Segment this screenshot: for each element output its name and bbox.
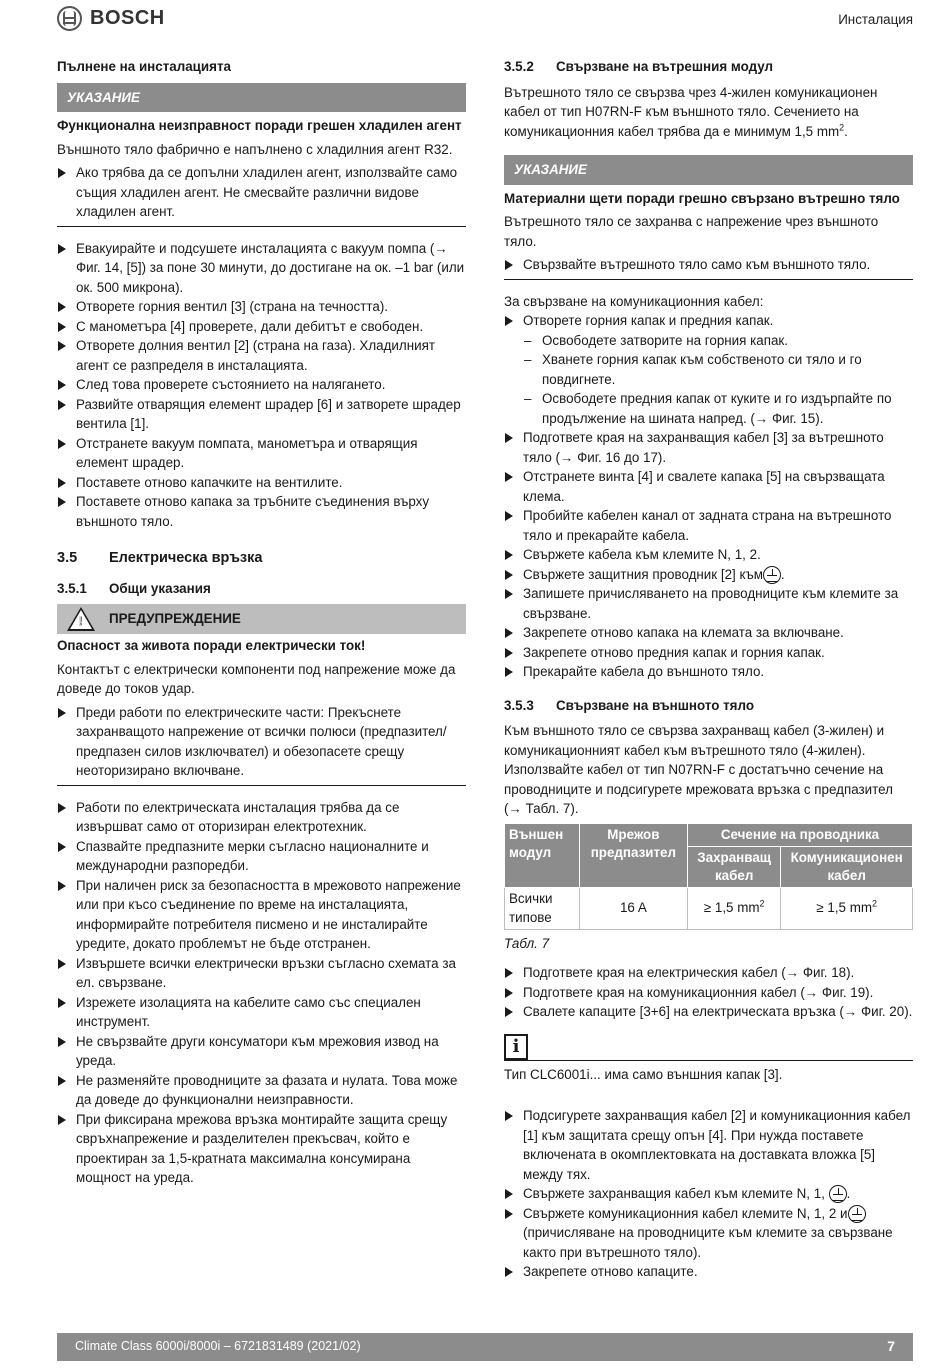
warning-body (57, 660, 466, 786)
cell-comm (781, 887, 913, 929)
footer-doc-title: Climate Class 6000i/8000i – 6721831489 (2021/02) (75, 1339, 361, 1354)
list-item: – Освободете предния капак от куките и го издърпайте по продължение на шината напред. (→ Фиг. 15). (504, 389, 913, 428)
warning-label: ПРЕДУПРЕЖДЕНИЕ (109, 611, 241, 627)
period: . (844, 123, 848, 139)
list-item: Изрежете изолацията на кабелите само със специален инструмент. (57, 993, 466, 1032)
earth-ground-icon (763, 566, 781, 584)
superscript: 2 (759, 898, 765, 909)
list-item: Отворете горния вентил [3] (страна на течността). (57, 297, 466, 317)
section-title: Инсталация (838, 12, 913, 27)
list-item: С манометъра [4] проверете, дали дебитът е свободен. (57, 317, 466, 337)
list-item: Работи по електрическата инсталация трябва да се извършват само от оторизиран електротехник. (57, 798, 466, 837)
page-footer (57, 1333, 913, 1361)
final-steps-list (504, 1106, 913, 1282)
section-heading-3-5 (57, 549, 466, 569)
warning-triangle-icon: ! ! (67, 607, 95, 631)
earth-ground-icon (848, 1205, 866, 1223)
list-item: След това проверете състоянието на налягането. (57, 375, 466, 395)
comm-steps-list-2 (504, 584, 913, 682)
list-item: Не разменяйте проводниците за фазата и нулата. Това може да доведе до функционални неизправности. (57, 1071, 466, 1110)
right-column (504, 57, 913, 1282)
notice-bar: УКАЗАНИЕ (57, 83, 466, 113)
list-item: – Освободете затворите на горния капак. (504, 331, 913, 351)
section-heading-text: Свързване на вътрешния модул (556, 59, 774, 74)
notice-item: Ако трябва да се допълни хладилен агент, използвайте само същия хладилен агент. Не смесвайте различни видове хладилен агент. (57, 163, 466, 222)
section-number: 3.5.3 (504, 697, 534, 713)
step-text: Свържете захранващия кабел към клемите N, 1, (523, 1186, 825, 1201)
list-item: Не свързвайте други консуматори към мрежовия извод на уреда. (57, 1032, 466, 1071)
list-item: Прекарайте кабела до външното тяло. (504, 662, 913, 682)
section-number: 3.5 (57, 550, 78, 566)
filling-steps-list (57, 239, 466, 532)
pe-text: Свържете защитния проводник [2] към (523, 566, 763, 582)
col-fuse: Мрежов предпазител (579, 823, 687, 887)
warning-text: Контактът с електрически компоненти под напрежение може да доведе до токов удар. (57, 661, 456, 696)
list-item (504, 565, 913, 585)
notice-text: Външното тяло фабрично е напълнено с хладилния агент R32. (57, 141, 453, 157)
step-text: Свържете комуникационния кабел клемите N, 1, 2 и (523, 1205, 848, 1221)
notice-title: Функционална неизправност поради грешен хладилен агент (57, 118, 462, 133)
superscript: 2 (872, 898, 878, 909)
list-item: Подгответе края на електрическия кабел (→ Фиг. 18). (504, 963, 913, 983)
indoor-intro: Вътрешното тяло се свързва чрез 4-жилен комуникационен кабел от тип H07RN-F към външното тяло. Сечението на комуникационния кабел трябва да е минимум 1,5 mm (504, 84, 878, 139)
info-box (504, 1034, 913, 1061)
period: . (846, 1186, 851, 1201)
superscript: 2 (839, 122, 845, 133)
general-steps-list (57, 798, 466, 1188)
notice-title: Материални щети поради грешно свързано вътрешно тяло (504, 190, 900, 206)
list-item: Отворете горния капак и предния капак. (504, 311, 913, 331)
section-heading-text: Свързване на външното тяло (556, 697, 755, 713)
list-item: Закрепете отново капаците. (504, 1262, 913, 1282)
list-item: Развийте отварящия елемент шрадер [6] и затворете шрадер вентила [1]. (57, 395, 466, 434)
list-item: Закрепете отново предния капак и горния капак. (504, 643, 913, 663)
col-module: Външен модул (505, 823, 580, 887)
section-heading-3-5-1 (57, 579, 466, 599)
section-heading-3-5-3 (504, 696, 913, 716)
page-header (57, 6, 913, 36)
outdoor-intro: Към външното тяло се свързва захранващ кабел (3-жилен) и комуникационният кабел към вътрешното тяло (4-жилен). Използвайте кабел от тип N07RN-F с достатъчно сечение на проводниците и подсигурете мрежовата връзка с предпазител (→ Табл. 7). (504, 723, 893, 816)
section-heading-text: Общи указания (109, 580, 211, 596)
filling-title: Пълнене на инсталацията (57, 59, 231, 74)
warning-title: Опасност за живота поради електрически ток! (57, 638, 366, 653)
list-item: При наличен риск за безопасността в мрежовото напрежение или при късо съединение по време на инсталацията, информирайте потребителя писмено и не инсталирайте уредите, докато проблемът не бъде отстранен. (57, 876, 466, 954)
table-row (505, 887, 913, 929)
list-item: Подсигурете захранващия кабел [2] и комуникационния кабел [1] към защитата срещу опън [4]. При нужда поставете включената в окомплектовката на доставката вложка [5] между тях. (504, 1106, 913, 1184)
cell-power (688, 887, 781, 929)
list-item: Отворете долния вентил [2] (страна на газа). Хладилният агент се разпределя в инсталацията. (57, 336, 466, 375)
section-heading-3-5-2 (504, 57, 913, 77)
list-item: Поставете отново капака за тръбните съединения върху външното тяло. (57, 492, 466, 531)
cell-value: ≥ 1,5 mm (816, 900, 873, 916)
table-caption: Табл. 7 (504, 935, 550, 951)
cell-value: ≥ 1,5 mm (703, 900, 760, 916)
info-text: Тип CLC6001i... има само външния капак [3]. (504, 1066, 783, 1082)
list-item: При фиксирана мрежова връзка монтирайте защита срещу свръхнапрежение и разделителен прекъсвач, който е проектиран за 1,5-кратната максимална консумирана мощност на уреда. (57, 1110, 466, 1188)
prep-steps-list (504, 963, 913, 1022)
indoor-intro-text (504, 83, 913, 142)
cell-module: Всички типове (505, 887, 580, 929)
notice-text: Вътрешното тяло се захранва с напрежение чрез външното тяло. (504, 214, 879, 249)
list-item: – Хванете горния капак към собственото си тяло и го повдигнете. (504, 350, 913, 389)
list-item: Свържете кабела към клемите N, 1, 2. (504, 545, 913, 565)
bosch-logo (57, 6, 165, 31)
info-icon: i (504, 1034, 528, 1060)
period: . (780, 566, 785, 582)
section-number: 3.5.2 (504, 59, 534, 74)
cell-fuse: 16 A (579, 887, 687, 929)
list-item: Евакуирайте и подсушете инсталацията с вакуум помпа (→ Фиг. 14, [5]) за поне 30 минути, до достигане на ок. –1 bar (или ок. 500 микрона). (57, 239, 466, 298)
list-item (504, 1204, 913, 1263)
list-item: Спазвайте предпазните мерки съгласно националните и международни разпоредби. (57, 837, 466, 876)
notice-bar: УКАЗАНИЕ (504, 155, 913, 185)
list-item: Отстранете винта [4] и свалете капака [5] на свързващата клема. (504, 467, 913, 506)
warning-bar (57, 604, 466, 634)
list-item: Отстранете вакуум помпата, манометъра и отварящия елемент шрадер. (57, 434, 466, 473)
col-section: Сечение на проводника (688, 823, 913, 846)
list-item: Извършете всички електрически връзки съгласно схемата за ел. свързване. (57, 954, 466, 993)
notice-body (57, 140, 466, 227)
col-comm: Комуникационен кабел (781, 846, 913, 887)
cable-table (504, 823, 913, 930)
list-item: Подгответе края на комуникационния кабел (→ Фиг. 19). (504, 983, 913, 1003)
list-item: Свалете капаците [3+6] на електрическата връзка (→ Фиг. 20). (504, 1002, 913, 1022)
step-text: (причисляване на проводниците към клемите за свързване както при вътрешното тяло). (523, 1225, 893, 1260)
section-heading-text: Електрическа връзка (109, 550, 263, 566)
earth-ground-icon (829, 1185, 847, 1203)
brand-name: BOSCH (90, 6, 165, 29)
comm-steps-list (504, 311, 913, 565)
bosch-armature-icon (57, 6, 82, 31)
comm-intro: За свързване на комуникационния кабел: (504, 293, 764, 309)
notice-item: Свързвайте вътрешното тяло само към външното тяло. (504, 255, 913, 275)
list-item: Запишете причисляването на проводниците към клемите за свързване. (504, 584, 913, 623)
list-item: Поставете отново капачките на вентилите. (57, 473, 466, 493)
col-power: Захранващ кабел (688, 846, 781, 887)
list-item: Закрепете отново капака на клемата за включване. (504, 623, 913, 643)
page-number: 7 (887, 1338, 895, 1355)
left-column (57, 57, 466, 1188)
list-item (504, 1184, 913, 1204)
warning-item: Преди работи по електрическите части: Прекъснете захранващото напрежение от всички полюси (предпазител/ предпазен силов изключвател) и обезопасете срещу неоторизирано включване. (57, 703, 466, 781)
list-item: Пробийте кабелен канал от задната страна на вътрешното тяло и прекарайте кабела. (504, 506, 913, 545)
list-item: Подгответе края на захранващия кабел [3] за вътрешното тяло (→ Фиг. 16 до 17). (504, 428, 913, 467)
section-number: 3.5.1 (57, 580, 87, 596)
notice-body (504, 212, 913, 280)
